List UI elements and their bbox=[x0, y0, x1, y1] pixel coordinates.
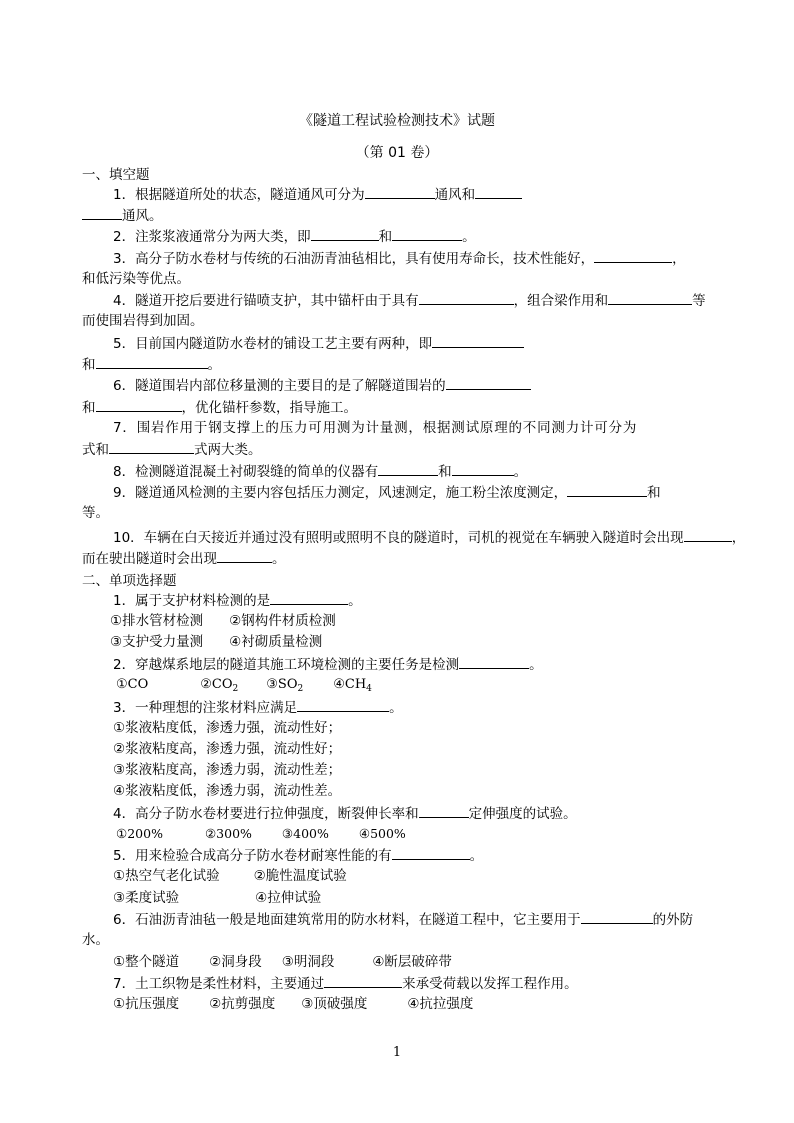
fill-q5-text: 5．目前国内隧道防水卷材的铺设工艺主要有两种，即 bbox=[113, 336, 433, 352]
answer-blank[interactable] bbox=[392, 845, 470, 860]
answer-blank[interactable] bbox=[459, 654, 529, 669]
choice-q5-text: 。 bbox=[469, 848, 484, 864]
choice-q4 bbox=[113, 803, 577, 824]
answer-blank[interactable] bbox=[109, 439, 194, 454]
fill-q9-line1 bbox=[113, 482, 661, 503]
fill-q5-text: 和 bbox=[82, 357, 96, 373]
option-2[interactable] bbox=[200, 677, 238, 692]
fill-q6-text: 6．隧道围岩内部位移量测的主要目的是了解隧道围岩的 bbox=[113, 378, 446, 394]
option-4[interactable]: ④浆液粘度低，渗透力弱，流动性差。 bbox=[113, 783, 342, 799]
fill-q1-text: 通风和 bbox=[434, 187, 476, 203]
choice-q1-options-row1 bbox=[110, 611, 336, 631]
fill-q6-line1 bbox=[113, 375, 531, 396]
choice-q7-options bbox=[113, 994, 473, 1014]
option-1[interactable]: ①抗压强度 bbox=[113, 996, 180, 1012]
option-3-text: ③SO bbox=[266, 677, 298, 692]
fill-q6-line2 bbox=[82, 397, 357, 418]
option-1[interactable]: ①200% bbox=[116, 826, 163, 841]
choice-q6-line2: 水。 bbox=[82, 932, 109, 948]
option-2[interactable]: ②浆液粘度高，渗透力强，流动性好； bbox=[113, 741, 342, 757]
fill-q1-text: 通风。 bbox=[122, 208, 163, 224]
option-1[interactable]: ①排水管材检测 bbox=[110, 613, 204, 629]
option-1[interactable]: ①浆液粘度低，渗透力强，流动性好； bbox=[113, 720, 342, 736]
section-fill-heading: 一、填空题 bbox=[82, 167, 150, 183]
fill-q7-line1: 7．围岩作用于钢支撑上的压力可用测为计量测，根据测试原理的不同测力计可分为 bbox=[113, 420, 638, 436]
choice-q4-text: 定伸强度的试验。 bbox=[468, 806, 577, 822]
fill-q9-text: 和 bbox=[647, 485, 661, 501]
answer-blank[interactable] bbox=[432, 333, 524, 348]
choice-q2 bbox=[113, 654, 543, 675]
fill-q6-text: ，优化锚杆参数，指导施工。 bbox=[181, 400, 357, 416]
fill-q10-line1 bbox=[113, 527, 745, 548]
choice-q1-text: 1．属于支护材料检测的是 bbox=[113, 593, 271, 609]
fill-q3-text: 3．高分子防水卷材与传统的石油沥青油毡相比，具有使用寿命长，技术性能好， bbox=[113, 251, 595, 267]
answer-blank[interactable] bbox=[446, 375, 531, 390]
answer-blank[interactable] bbox=[392, 226, 462, 241]
fill-q4-line1 bbox=[113, 290, 706, 311]
subscript: 2 bbox=[232, 684, 239, 694]
subscript: 4 bbox=[366, 684, 372, 694]
option-3[interactable] bbox=[266, 677, 303, 692]
choice-q1 bbox=[113, 590, 362, 611]
option-3[interactable]: ③柔度试验 bbox=[113, 890, 180, 906]
answer-blank[interactable] bbox=[581, 909, 653, 924]
option-4[interactable] bbox=[333, 677, 372, 692]
option-2[interactable]: ②抗剪强度 bbox=[209, 996, 276, 1012]
option-2[interactable]: ②300% bbox=[204, 826, 252, 841]
fill-q2 bbox=[113, 226, 476, 247]
answer-blank[interactable] bbox=[567, 482, 647, 497]
option-3[interactable]: ③400% bbox=[281, 826, 329, 841]
fill-q2-text: 。 bbox=[462, 229, 476, 245]
answer-blank[interactable] bbox=[365, 184, 435, 199]
option-4[interactable]: ④拉伸试验 bbox=[255, 890, 322, 906]
option-4[interactable]: ④衬砌质量检测 bbox=[229, 634, 323, 650]
answer-blank[interactable] bbox=[594, 248, 672, 263]
fill-q7-text: 式两大类。 bbox=[194, 442, 262, 458]
fill-q5-text: 。 bbox=[207, 357, 221, 373]
choice-q7-text: 7．土工织物是柔性材料，主要通过 bbox=[113, 976, 325, 992]
choice-q5-options-row2 bbox=[113, 888, 321, 908]
choice-q5-options-row1 bbox=[113, 866, 347, 886]
fill-q1-line2 bbox=[82, 205, 163, 226]
choice-q3 bbox=[113, 697, 403, 718]
fill-q10-text: 。 bbox=[272, 551, 286, 567]
fill-q7-text: 式和 bbox=[82, 442, 109, 458]
answer-blank[interactable] bbox=[270, 590, 348, 605]
answer-blank[interactable] bbox=[419, 290, 514, 305]
option-2-text: ②CO bbox=[200, 677, 233, 692]
option-3[interactable]: ③明洞段 bbox=[281, 954, 335, 970]
answer-blank[interactable] bbox=[311, 226, 379, 241]
fill-q7-line2 bbox=[82, 439, 262, 460]
answer-blank[interactable] bbox=[217, 548, 272, 563]
answer-blank[interactable] bbox=[419, 803, 469, 818]
choice-q2-options bbox=[116, 675, 372, 699]
choice-q6-options bbox=[113, 952, 452, 972]
choice-q4-options bbox=[116, 824, 406, 844]
document-title: 《隧道工程试验检测技术》试题 bbox=[299, 113, 495, 129]
option-3[interactable]: ③浆液粘度高，渗透力弱，流动性差； bbox=[113, 762, 342, 778]
fill-q3-text: ， bbox=[672, 251, 686, 267]
fill-q3-line1 bbox=[113, 248, 686, 269]
fill-q5-line2 bbox=[82, 354, 221, 375]
answer-blank[interactable] bbox=[378, 461, 438, 476]
option-2[interactable]: ②钢构件材质检测 bbox=[229, 613, 336, 629]
choice-q3-text: 3．一种理想的注浆材料应满足 bbox=[113, 700, 298, 716]
option-1[interactable]: ①整个隧道 bbox=[113, 954, 180, 970]
fill-q8-text: 和 bbox=[438, 464, 452, 480]
choice-q7 bbox=[113, 973, 578, 994]
page-number: 1 bbox=[392, 1045, 402, 1060]
answer-blank[interactable] bbox=[82, 205, 122, 220]
fill-q4-text: 4．隧道开挖后要进行锚喷支护，其中锚杆由于具有 bbox=[113, 293, 419, 309]
choice-q4-text: 4．高分子防水卷材要进行拉伸强度，断裂伸长率和 bbox=[113, 806, 419, 822]
choice-q3-text: 。 bbox=[389, 700, 403, 716]
fill-q4-line2: 而使围岩得到加固。 bbox=[82, 313, 204, 329]
fill-q8 bbox=[113, 461, 527, 482]
option-4-text: ④CH bbox=[333, 677, 367, 692]
fill-q9-line2: 等。 bbox=[82, 505, 109, 521]
choice-q1-options-row2 bbox=[110, 632, 322, 652]
answer-blank[interactable] bbox=[96, 354, 208, 369]
answer-blank[interactable] bbox=[324, 973, 402, 988]
fill-q8-text: 。 bbox=[513, 464, 528, 480]
option-2[interactable]: ②脆性温度试验 bbox=[253, 868, 347, 884]
fill-q6-text: 和 bbox=[82, 400, 96, 416]
option-3[interactable]: ③支护受力量测 bbox=[110, 634, 204, 650]
fill-q4-text: ，组合梁作用和 bbox=[513, 293, 609, 309]
fill-q4-text: 等 bbox=[692, 293, 706, 309]
choice-q5 bbox=[113, 845, 483, 866]
choice-q1-text: 。 bbox=[348, 593, 362, 609]
fill-q8-text: 8．检测隧道混凝土衬砌裂缝的简单的仪器有 bbox=[113, 464, 379, 480]
option-1[interactable]: ①热空气老化试验 bbox=[113, 868, 220, 884]
answer-blank[interactable] bbox=[297, 697, 389, 712]
option-1[interactable]: ①CO bbox=[116, 677, 149, 692]
section-choice-heading: 二、单项选择题 bbox=[82, 573, 177, 589]
subscript: 2 bbox=[297, 684, 304, 694]
fill-q9-text: 9．隧道通风检测的主要内容包括压力测定，风速测定，施工粉尘浓度测定， bbox=[113, 485, 568, 501]
choice-q7-text: 来承受荷载以发挥工程作用。 bbox=[402, 976, 578, 992]
option-4[interactable]: ④断层破碎带 bbox=[372, 954, 452, 970]
fill-q1-text: 1．根据隧道所处的状态，隧道通风可分为 bbox=[113, 187, 365, 203]
volume-label: （第 01 卷） bbox=[355, 145, 439, 161]
choice-q5-text: 5．用来检验合成高分子防水卷材耐寒性能的有 bbox=[113, 848, 392, 864]
option-4[interactable]: ④抗拉强度 bbox=[407, 996, 474, 1012]
option-4[interactable]: ④500% bbox=[358, 826, 406, 841]
answer-blank[interactable] bbox=[684, 527, 732, 542]
option-2[interactable]: ②洞身段 bbox=[209, 954, 262, 970]
fill-q10-text: 而在驶出隧道时会出现 bbox=[82, 551, 217, 567]
fill-q2-text: 2．注浆浆液通常分为两大类，即 bbox=[113, 229, 311, 245]
choice-q2-text: 。 bbox=[529, 657, 543, 673]
answer-blank[interactable] bbox=[452, 461, 514, 476]
choice-q6-text: 6．石油沥青油毡一般是地面建筑常用的防水材料，在隧道工程中，它主要用于 bbox=[113, 912, 581, 928]
fill-q10-text: 10．车辆在白天接近并通过没有照明或照明不良的隧道时，司机的视觉在车辆驶入隧道时会出现 bbox=[113, 530, 684, 546]
answer-blank[interactable] bbox=[608, 290, 692, 305]
fill-q10-text: ， bbox=[731, 530, 746, 546]
fill-q2-text: 和 bbox=[378, 229, 393, 245]
fill-q1-line1 bbox=[113, 184, 522, 205]
answer-blank[interactable] bbox=[96, 397, 182, 412]
option-3[interactable]: ③顶破强度 bbox=[301, 996, 368, 1012]
choice-q6-line1 bbox=[113, 909, 693, 930]
fill-q10-line2 bbox=[82, 548, 286, 569]
choice-q6-text: 的外防 bbox=[652, 912, 694, 928]
fill-q3-line2: 和低污染等优点。 bbox=[82, 271, 190, 287]
fill-q5-line1 bbox=[113, 333, 524, 354]
answer-blank[interactable] bbox=[475, 184, 522, 199]
choice-q2-text: 2．穿越煤系地层的隧道其施工环境检测的主要任务是检测 bbox=[113, 657, 460, 673]
